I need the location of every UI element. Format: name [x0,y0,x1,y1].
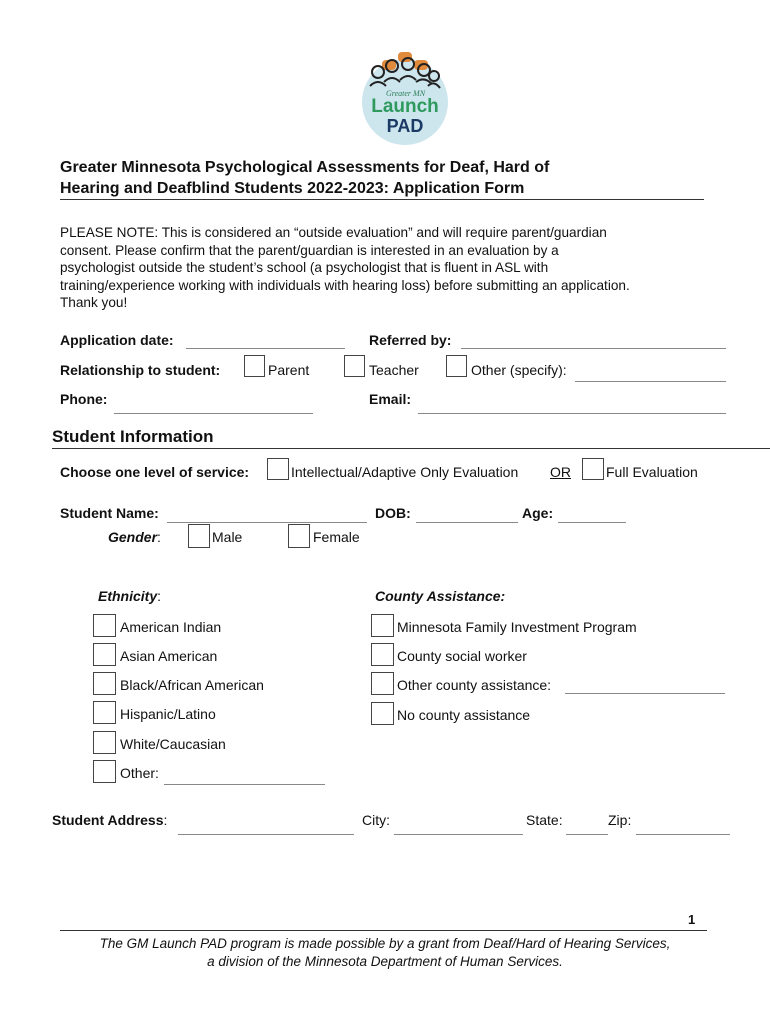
teacher-option-label: Teacher [369,362,419,378]
zip-field[interactable] [636,834,730,835]
footer-note [60,935,710,970]
gender-label-text: Gender [108,529,158,545]
referred-by-field[interactable] [461,348,726,349]
county-option: County social worker [397,648,527,664]
ethnicity-option: Other: [120,765,159,781]
ethnicity-label-text: Ethnicity [98,588,158,604]
ethnicity-colon: : [157,588,162,604]
age-field[interactable] [558,522,626,523]
asian-american-checkbox[interactable] [93,643,116,666]
address-colon: : [163,812,168,828]
title-divider [60,199,704,200]
student-address-label [52,812,167,828]
title-line-1: Greater Minnesota Psychological Assessments for Deaf, Hard of [60,159,550,176]
student-name-field[interactable] [167,522,367,523]
student-address-field[interactable] [178,834,354,835]
city-field[interactable] [394,834,523,835]
note-line: Thank you! [60,295,128,311]
other-county-assistance-checkbox[interactable] [371,672,394,695]
city-label: City: [362,812,390,828]
state-label: State: [526,812,563,828]
form-title [60,157,700,199]
county-option: No county assistance [397,707,531,723]
other-relationship-label: Other (specify): [471,362,567,378]
ethnicity-option: Asian American [120,648,218,664]
please-note-paragraph [60,224,710,312]
other-ethnicity-field[interactable] [164,784,325,785]
other-relationship-field[interactable] [575,381,726,382]
parent-option-label: Parent [268,362,310,378]
female-option-label: Female [313,529,360,545]
male-option-label: Male [212,529,243,545]
teacher-checkbox[interactable] [344,355,365,377]
intellectual-adaptive-label: Intellectual/Adaptive Only Evaluation [291,464,519,480]
note-line: PLEASE NOTE: This is considered an “outside evaluation” and will require parent/guardian [60,225,607,240]
no-county-assistance-checkbox[interactable] [371,702,394,725]
american-indian-checkbox[interactable] [93,614,116,637]
footer-divider [60,930,707,931]
phone-field[interactable] [114,413,313,414]
gender-colon: : [157,529,161,545]
application-date-field[interactable] [186,348,345,349]
title-line-2: Hearing and Deafblind Students 2022-2023: Application Form [60,180,525,197]
referred-by-label: Referred by: [369,332,452,348]
relationship-label: Relationship to student: [60,362,221,378]
note-line: consent. Please confirm that the parent/guardian is interested in an evaluation by a [60,242,559,258]
county-option: Minnesota Family Investment Program [397,619,637,635]
ethnicity-label [98,588,161,604]
note-line: training/experience working with individuals with hearing loss) before submitting an application. [60,277,630,293]
county-assistance-label: County Assistance: [375,588,506,604]
ethnicity-option: Hispanic/Latino [120,706,216,722]
footer-line-1: The GM Launch PAD program is made possible by a grant from Deaf/Hard of Hearing Services, [99,936,671,951]
mfip-checkbox[interactable] [371,614,394,637]
service-level-label: Choose one level of service: [60,464,250,480]
dob-label: DOB: [375,505,411,521]
full-evaluation-checkbox[interactable] [582,458,604,480]
other-relationship-checkbox[interactable] [446,355,467,377]
full-evaluation-label: Full Evaluation [606,464,698,480]
logo-script-text: Greater MN [386,89,426,98]
phone-label: Phone: [60,391,108,407]
county-social-worker-checkbox[interactable] [371,643,394,666]
white-caucasian-checkbox[interactable] [93,731,116,754]
section-divider [52,448,770,449]
ethnicity-option: Black/African American [120,677,264,693]
gender-label [108,529,161,545]
black-african-american-checkbox[interactable] [93,672,116,695]
county-option: Other county assistance: [397,677,552,693]
launch-pad-logo [358,42,452,146]
intellectual-adaptive-checkbox[interactable] [267,458,289,480]
logo-word-launch: Launch [371,96,439,117]
ethnicity-option: American Indian [120,619,222,635]
zip-label: Zip: [608,812,632,828]
logo-word-pad: PAD [386,116,424,136]
page-number: 1 [688,912,696,927]
note-line: psychologist outside the student’s school (a psychologist that is fluent in ASL with [60,260,549,276]
ethnicity-option: White/Caucasian [120,736,226,752]
student-information-heading: Student Information [52,427,214,446]
state-field[interactable] [566,834,608,835]
student-name-label: Student Name: [60,505,159,521]
other-county-assistance-field[interactable] [565,693,725,694]
male-checkbox[interactable] [188,524,210,548]
footer-line-2: a division of the Minnesota Department of Human Services. [207,953,563,969]
age-label: Age: [522,505,554,521]
application-date-label: Application date: [60,332,174,348]
or-text: OR [550,464,571,480]
parent-checkbox[interactable] [244,355,265,377]
dob-field[interactable] [416,522,518,523]
female-checkbox[interactable] [288,524,310,548]
student-address-label-text: Student Address [52,812,164,828]
email-field[interactable] [418,413,726,414]
other-ethnicity-checkbox[interactable] [93,760,116,783]
email-label: Email: [369,391,412,407]
hispanic-latino-checkbox[interactable] [93,701,116,724]
